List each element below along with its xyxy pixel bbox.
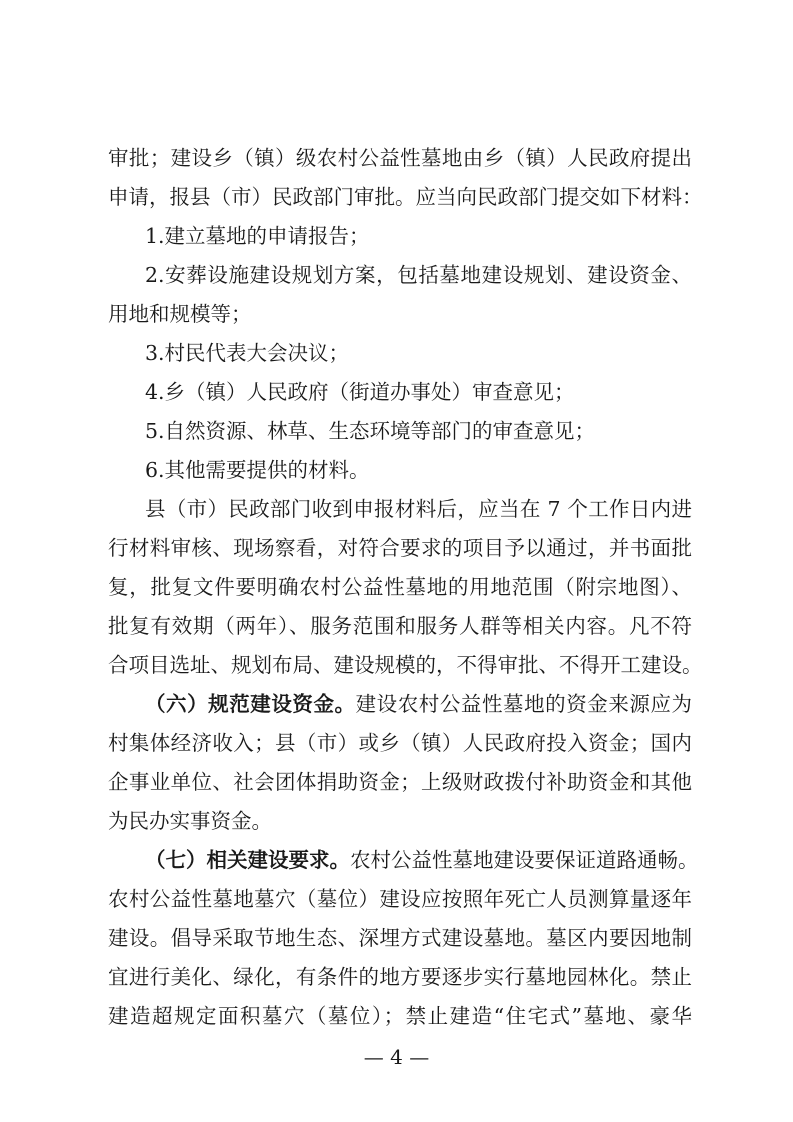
text-line: 申请，报县（市）民政部门审批。应当向民政部门提交如下材料： — [108, 185, 703, 209]
text-line: 建造超规定面积墓穴（墓位）；禁止建造“住宅式”墓地、豪华 — [108, 1004, 692, 1028]
list-item: 6.其他需要提供的材料。 — [145, 458, 370, 482]
text-line: 批复有效期（两年）、服务范围和服务人群等相关内容。凡不符 — [108, 614, 692, 638]
page-number: — 4 — — [363, 1045, 430, 1069]
text-line: 宜进行美化、绿化，有条件的地方要逐步实行墓地园林化。禁止 — [108, 965, 692, 989]
text-line: 农村公益性墓地墓穴（墓位）建设应按照年死亡人员测算量逐年 — [108, 887, 692, 911]
text-line: 企事业单位、社会团体捐助资金；上级财政拨付补助资金和其他 — [108, 770, 692, 794]
text-line: 复，批复文件要明确农村公益性墓地的用地范围（附宗地图）、 — [108, 575, 692, 599]
list-item: 5.自然资源、林草、生态环境等部门的审查意见； — [145, 419, 596, 443]
text-line: 审批；建设乡（镇）级农村公益性墓地由乡（镇）人民政府提出 — [108, 146, 692, 170]
list-item: 4.乡（镇）人民政府（街道办事处）审查意见； — [145, 380, 575, 404]
paragraph-first-line: 县（市）民政部门收到申报材料后，应当在 7 个工作日内进 — [145, 497, 692, 521]
text-line: 行材料审核、现场察看，对符合要求的项目予以通过，并书面批 — [108, 536, 692, 560]
section-heading: （六）规范建设资金。 — [145, 692, 356, 716]
list-item: 1.建立墓地的申请报告； — [145, 224, 370, 248]
section-heading: （七）相关建设要求。 — [145, 848, 350, 872]
list-item: 3.村民代表大会决议； — [145, 341, 350, 365]
section-first-line — [145, 842, 699, 878]
text-line: 建设。倡导采取节地生态、深埋方式建设墓地。墓区内要因地制 — [108, 926, 692, 950]
section-text: 农村公益性墓地建设要保证道路通畅。 — [350, 848, 699, 872]
text-line: 为民办实事资金。 — [108, 809, 272, 833]
text-line: 用地和规模等； — [108, 302, 252, 326]
section-first-line — [145, 686, 692, 722]
section-text: 建设农村公益性墓地的资金来源应为 — [355, 692, 693, 716]
text-line: 合项目选址、规划布局、建设规模的，不得审批、不得开工建设。 — [108, 653, 703, 677]
list-item: 2.安葬设施建设规划方案，包括墓地建设规划、建设资金、 — [145, 263, 692, 287]
text-line: 村集体经济收入；县（市）或乡（镇）人民政府投入资金；国内 — [108, 731, 692, 755]
